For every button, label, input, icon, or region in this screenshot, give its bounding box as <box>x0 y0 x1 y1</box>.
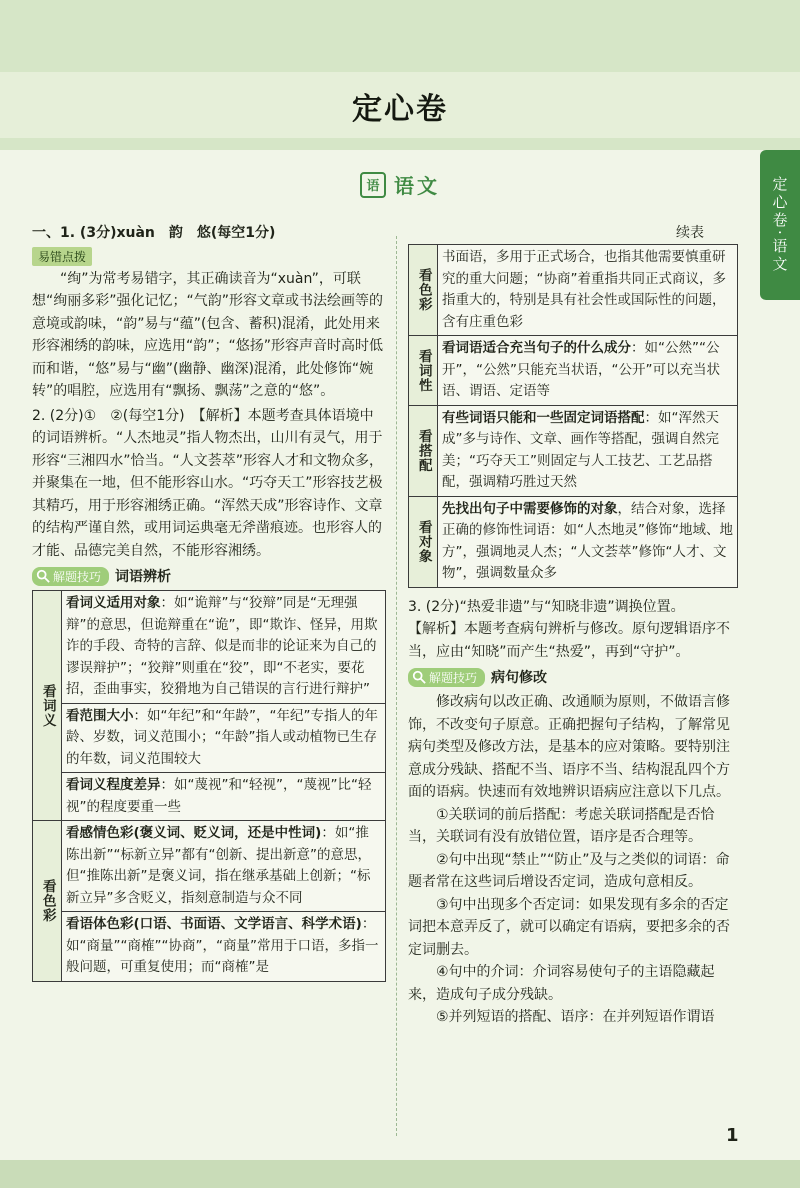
tip-row-word <box>32 566 386 586</box>
word-analysis-table <box>32 590 386 982</box>
tip-title: 病句修改 <box>491 670 548 686</box>
tip-label-text: 解题技巧 <box>53 569 102 584</box>
table-cell: 先找出句子中需要修饰的对象，结合对象，选择正确的修饰性词语：如“人杰地灵”修饰“地域、地方”，强调地灵人杰；“人文荟萃”修饰“人才、文物”，强调数量众多 <box>438 496 738 587</box>
tip-title: 词语辨析 <box>115 569 172 585</box>
right-column <box>408 244 738 1029</box>
table-category: 看色彩 <box>409 245 438 336</box>
table-row <box>409 405 738 496</box>
left-column <box>32 222 386 982</box>
paragraph: ④句中的介词：介词容易使句子的主语隐藏起来，造成句子成分残缺。 <box>408 964 715 1003</box>
table-cell: 看词义适用对象：如“诡辩”与“狡辩”同是“无理强辩”的意思，但诡辩重在“诡”，即“欺诈、怪异，用欺诈的手段、奇特的言辞、似是而非的论证来为自己的谬误辩护”；“狡辩”则重在“狡”，即“不老实，要花招，歪曲事实，狡猾地为自己错误的言行进行辩护” <box>62 591 386 704</box>
table-cell: 看词语适合充当句子的什么成分：如“公然”“公开”，“公然”只能充当状语，“公开”可以充当状语、谓语、定语等 <box>438 336 738 406</box>
table-cell: 看词义程度差异：如“蔑视”和“轻视”，“蔑视”比“轻视”的程度要重一些 <box>62 773 386 821</box>
bottom-band <box>0 1160 800 1188</box>
subject-header <box>0 170 800 199</box>
magnifier-icon <box>412 670 426 684</box>
table-category: 看对象 <box>409 496 438 587</box>
magnifier-icon <box>36 569 50 583</box>
table-cell: 有些词语只能和一些固定词语搭配：如“浑然天成”多与诗作、文章、画作等搭配，强调自然完美；“巧夺天工”则固定与人工技艺、工艺品搭配，强调精巧胜过天然 <box>438 405 738 496</box>
side-tab: 定心卷·语文 <box>760 150 800 300</box>
error-tip-label: 易错点拨 <box>32 247 92 266</box>
table-cell: 看语体色彩(口语、书面语、文学语言、科学术语)：如“商量”“商榷”“协商”，“商量”常用于口语，多指一般问题，可重复使用；而“商榷”是 <box>62 912 386 982</box>
paragraph: ③句中出现多个否定词：如果发现有多余的否定词把本意弄反了，就可以确定有语病，要把多余的否定词删去。 <box>408 896 730 958</box>
table-row <box>33 912 386 982</box>
table-category: 看搭配 <box>409 405 438 496</box>
paragraph: ①关联词的前后搭配：考虑关联词搭配是否恰当，关联词有没有放错位置，语序是否合理等。 <box>408 806 715 845</box>
tip-label-text: 解题技巧 <box>429 670 478 685</box>
subject-title: 语文 <box>394 174 440 198</box>
table-row <box>33 591 386 704</box>
word-analysis-table-continued <box>408 244 738 588</box>
question-1-explanation: “绚”为常考易错字，其正确读音为“xuàn”，可联想“绚丽多彩”强化记忆；“气韵”形容文章或书法绘画等的意境或韵味，“韵”易与“蕴”(包含、蓄积)混淆，此处用来形容湘绣的韵味，应选用“韵”；“悠扬”形容声音时高时低而和谐，“悠”易与“幽”(幽静、幽深)混淆，此处修饰“婉转”的唱腔，应选用有“飘扬、飘荡”之意的“悠”。 <box>32 270 384 399</box>
paragraph: ②句中出现“禁止”“防止”及与之类似的词语：命题者常在这些词后增设否定词，造成句意相反。 <box>408 851 730 890</box>
table-row <box>409 496 738 587</box>
table-cell: 看范围大小：如“年纪”和“年龄”，“年纪”专指人的年龄、岁数，词义范围小；“年龄”指人或动植物已生存的年数，词义范围较大 <box>62 703 386 773</box>
question-1-line: 一、1. (3分)xuàn 韵 悠(每空1分) <box>32 225 276 241</box>
column-divider <box>396 236 397 1136</box>
paragraph: ⑤并列短语的搭配、语序：在并列短语作谓语 <box>436 1009 715 1025</box>
paragraph: 修改病句以改正确、改通顺为原则，不做语言修饰，不改变句子原意。正确把握句子结构，了解常见病句类型及修改方法，是基本的应对策略。要特别注意成分残缺、搭配不当、语序不当、结构混乱四个方面的语病。快速而有效地辨识语病应注意以下几点。 <box>408 694 730 800</box>
table-cell: 书面语，多用于正式场合，也指其他需要慎重研究的重大问题；“协商”着重指共同正式商议，多指重大的，特别是具有社会性或国际性的问题，含有庄重色彩 <box>438 245 738 336</box>
subject-badge-icon: 语 <box>360 172 386 198</box>
tip-label <box>32 567 109 586</box>
table-row <box>33 703 386 773</box>
table-row <box>33 773 386 821</box>
table-category: 看色彩 <box>33 821 62 982</box>
table-cell: 看感情色彩(褒义词、贬义词，还是中性词)：如“推陈出新”“标新立异”都有“创新、提出新意”的意思，但“推陈出新”是褒义词，指在继承基础上创新；“标新立异”多含贬义，指刻意制造与众不同 <box>62 821 386 912</box>
table-row <box>409 336 738 406</box>
question-2-text: 2. (2分)① ②(每空1分) 【解析】本题考查具体语境中的词语辨析。“人杰地灵”指人物杰出，山川有灵气，用于形容“三湘四水”恰当。“人文荟萃”形容人才和文物众多，并聚集在一地，但不能形容山水。“巧夺天工”形容技艺极其精巧，用于形容湘绣正确。“浑然天成”形容诗作、文章的结构严谨自然，或用词运典毫无斧凿痕迹。也形容人的才能、品德完美自然，不能形容湘绣。 <box>32 407 384 559</box>
table-category: 看词性 <box>409 336 438 406</box>
page-title: 定心卷 <box>352 92 448 127</box>
table-row <box>409 245 738 336</box>
question-3-line: 3. (2分)“热爱非遗”与“知晓非遗”调换位置。 <box>408 598 685 615</box>
continued-label: 续表 <box>676 225 704 241</box>
question-3-analysis: 【解析】本题考查病句辨析与修改。原句逻辑语序不当，应由“知晓”而产生“热爱”，再到“守护”。 <box>408 621 730 660</box>
page-number: 1 <box>726 1125 739 1146</box>
tip-row-sentence <box>408 667 738 687</box>
tip-label <box>408 668 485 687</box>
table-category: 看词义 <box>33 591 62 821</box>
table-row <box>33 821 386 912</box>
